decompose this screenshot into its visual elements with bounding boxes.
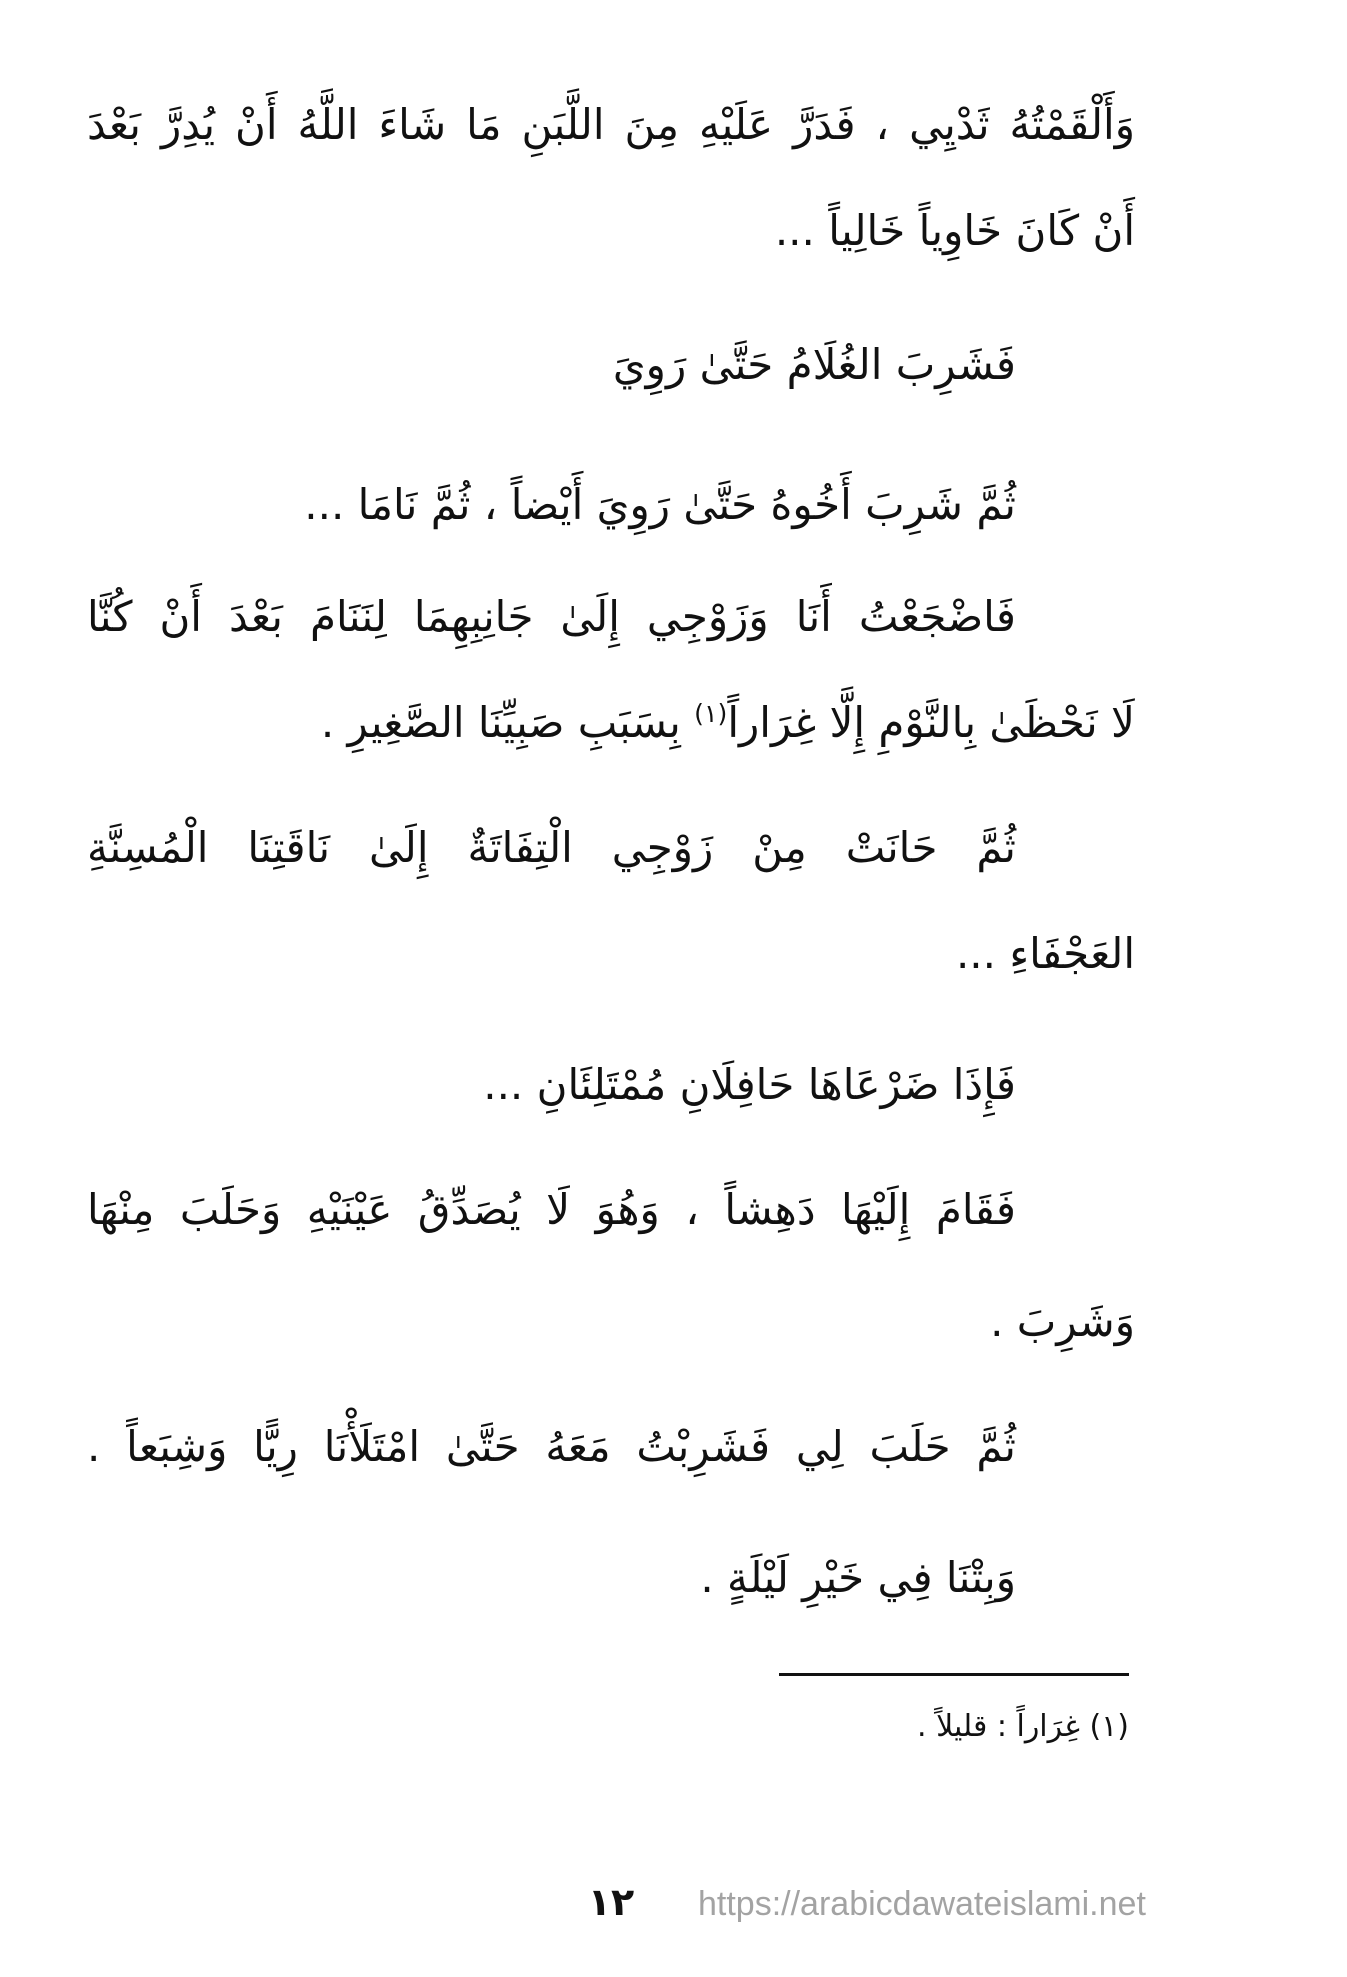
paragraph-line: [87, 798, 1016, 898]
watermark: https://arabicdawateislami.net: [698, 1885, 1146, 1923]
footnote-divider: [779, 1673, 1129, 1676]
line-text: فَاضْجَعْتُ أَنَا وَزَوْجِي إِلَىٰ جَانِبِهِمَا لِنَنَامَ بَعْدَ أَنْ كُنَّا: [87, 592, 1016, 641]
line-text: [321, 698, 1135, 747]
line-text: ثُمَّ حَانَتْ مِنْ زَوْجِي الْتِفَاتَةٌ إِلَىٰ نَاقَتِنَا الْمُسِنَّةِ: [87, 823, 1016, 872]
paragraph-line: [87, 455, 1016, 555]
line-text: فَقَامَ إِلَيْهَا دَهِشاً ، وَهُوَ لَا يُصَدِّقُ عَيْنَيْهِ وَحَلَبَ مِنْهَا: [87, 1185, 1016, 1234]
paragraph-line: [87, 75, 1135, 175]
line-text: أَنْ كَانَ خَاوِياً خَالِياً ...: [774, 206, 1135, 255]
paragraph-line: [87, 673, 1135, 773]
line-text-before-ref: لَا نَحْظَىٰ بِالنَّوْمِ إِلَّا غِرَاراً: [727, 698, 1135, 747]
page-number: ١٢: [587, 1880, 635, 1924]
footnote-text: غِرَاراً : قليلاً .: [917, 1709, 1080, 1744]
paragraph-line: [87, 181, 1135, 281]
line-text: ثُمَّ شَرِبَ أَخُوهُ حَتَّىٰ رَوِيَ أَيْضاً ، ثُمَّ نَامَا ...: [304, 480, 1016, 529]
footnote-reference: (١): [694, 699, 728, 728]
line-text-after-ref: بِسَبَبِ صَبِيِّنَا الصَّغِيرِ .: [320, 698, 681, 747]
line-text: ثُمَّ حَلَبَ لِي فَشَرِبْتُ مَعَهُ حَتَّىٰ امْتَلَأْنَا رِيًّا وَشِبَعاً .: [87, 1422, 1016, 1471]
line-text: وَبِتْنَا فِي خَيْرِ لَيْلَةٍ .: [700, 1553, 1016, 1602]
line-text: العَجْفَاءِ ...: [955, 929, 1135, 978]
line-text: وَشَرِبَ .: [990, 1297, 1135, 1346]
line-text: فَإِذَا ضَرْعَاهَا حَافِلَانِ مُمْتَلِئَانِ ...: [483, 1060, 1016, 1109]
paragraph-line: [87, 1160, 1016, 1260]
paragraph-line: [87, 904, 1135, 1004]
paragraph-line: [87, 315, 1016, 415]
footnote: [529, 1702, 1129, 1752]
paragraph-line: [87, 1397, 1016, 1497]
line-text: فَشَرِبَ الغُلَامُ حَتَّىٰ رَوِيَ: [612, 340, 1016, 389]
paragraph-line: [87, 567, 1016, 667]
paragraph-line: [87, 1528, 1016, 1628]
footnote-marker: (١): [1089, 1709, 1129, 1744]
paragraph-line: [87, 1035, 1016, 1135]
line-text: وَأَلْقَمْتُهُ ثَدْيِي ، فَدَرَّ عَلَيْهِ مِنَ اللَّبَنِ مَا شَاءَ اللَّهُ أَنْ يُدِرَّ بَعْدَ: [87, 100, 1135, 149]
paragraph-line: [87, 1272, 1135, 1372]
